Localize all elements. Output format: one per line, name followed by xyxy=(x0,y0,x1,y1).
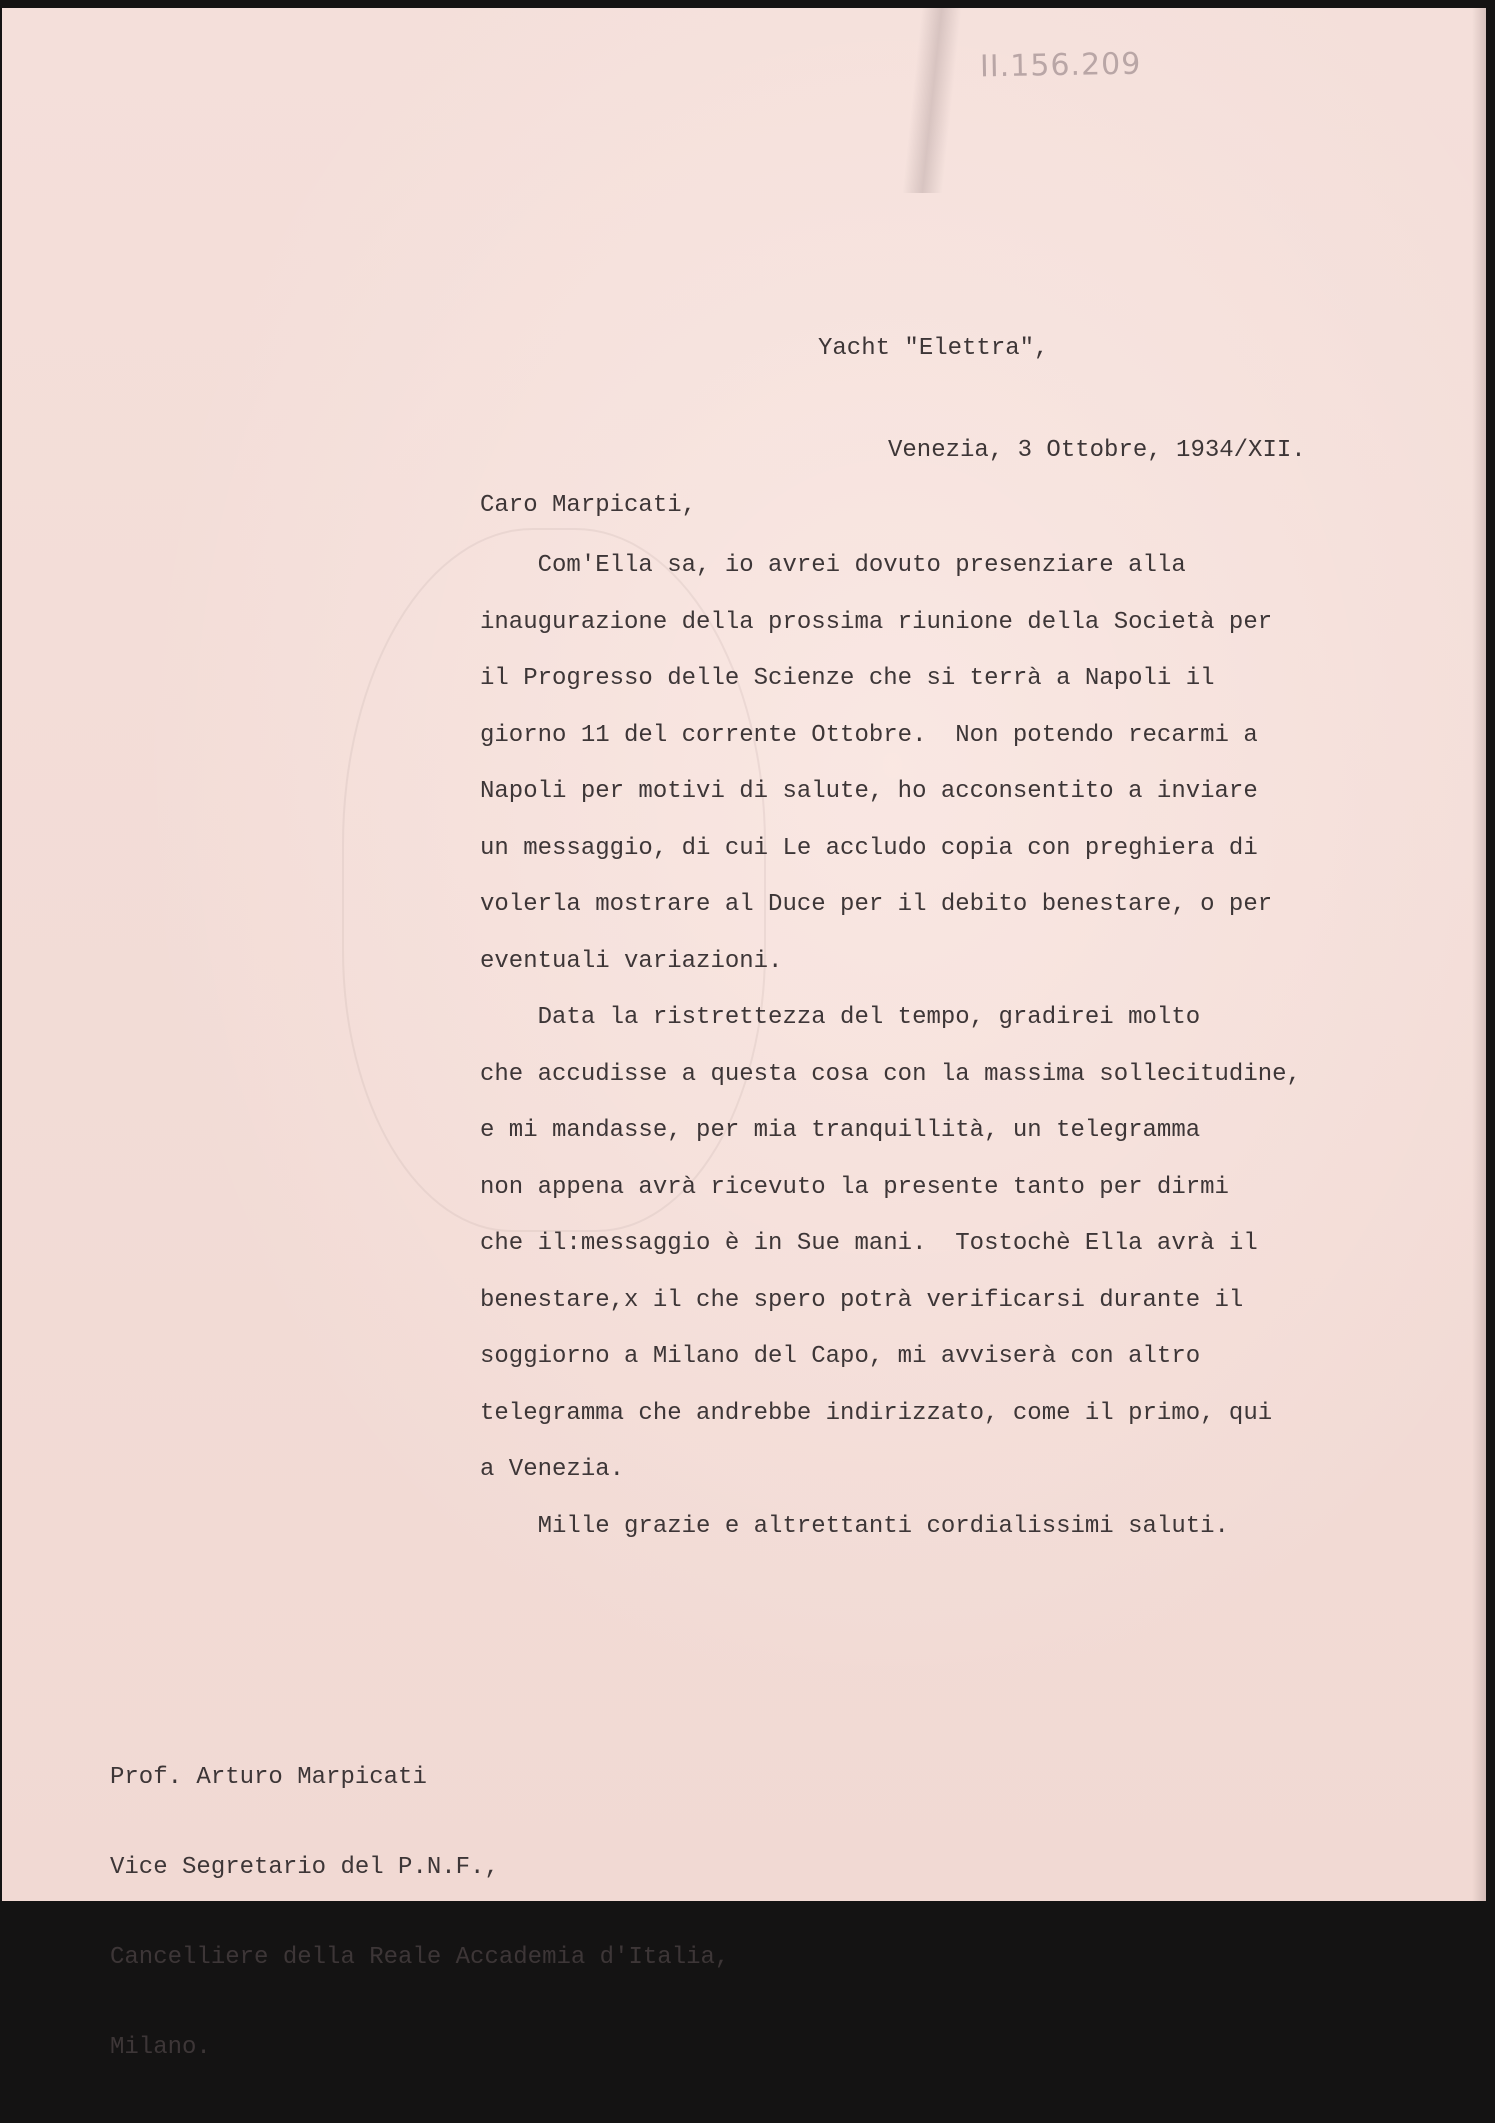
body-line: eventuali variazioni. xyxy=(480,947,783,975)
body-line: giorno 11 del corrente Ottobre. Non potendo recarmi a xyxy=(480,721,1258,749)
dateline-place: Yacht "Elettra", xyxy=(818,335,1049,362)
body-line: volerla mostrare al Duce per il debito benestare, o per xyxy=(480,891,1273,918)
body-line: che il:messaggio è in Sue mani. Tostochè Ella avrà il xyxy=(480,1230,1258,1257)
body-line: Data la ristrettezza del tempo, gradirei molto xyxy=(480,1004,1201,1031)
body-line: benestare,x il che spero potrà verificarsi durante il xyxy=(480,1286,1244,1314)
recipient-name: Prof. Arturo Marpicati xyxy=(110,1764,427,1791)
letter-page xyxy=(2,8,1486,2061)
archive-number: II.156.209 xyxy=(979,46,1142,85)
body-line: telegramma che andrebbe indirizzato, come il primo, qui xyxy=(480,1399,1273,1427)
recipient-city: Milano. xyxy=(110,2034,211,2061)
dateline-date: Venezia, 3 Ottobre, 1934/XII. xyxy=(888,437,1306,464)
body-line: un messaggio, di cui Le accludo copia con preghiera di xyxy=(480,834,1258,862)
recipient-title: Vice Segretario del P.N.F., xyxy=(110,1854,499,1881)
letter-body xyxy=(480,538,1460,1555)
body-line: Napoli per motivi di salute, ho acconsentito a inviare xyxy=(480,778,1258,805)
recipient-office: Cancelliere della Reale Accademia d'Italia, xyxy=(110,1944,730,1971)
body-line: e mi mandasse, per mia tranquillità, un telegramma xyxy=(480,1117,1201,1144)
salutation: Caro Marpicati, xyxy=(480,492,697,519)
closing-line: Mille grazie e altrettanti cordialissimi saluti. xyxy=(480,1512,1229,1540)
body-line: Com'Ella sa, io avrei dovuto presenziare alla xyxy=(480,552,1186,579)
body-line: soggiorno a Milano del Capo, mi avviserà con altro xyxy=(480,1343,1201,1370)
dateline xyxy=(818,264,1306,536)
paper-tear xyxy=(902,8,961,193)
recipient-address xyxy=(110,1703,729,2123)
body-line: inaugurazione della prossima riunione della Società per xyxy=(480,608,1273,636)
body-line: non appena avrà ricevuto la presente tanto per dirmi xyxy=(480,1173,1229,1201)
body-line: che accudisse a questa cosa con la massima sollecitudine, xyxy=(480,1060,1301,1088)
body-line: il Progresso delle Scienze che si terrà a Napoli il xyxy=(480,665,1215,692)
body-line: a Venezia. xyxy=(480,1456,625,1483)
